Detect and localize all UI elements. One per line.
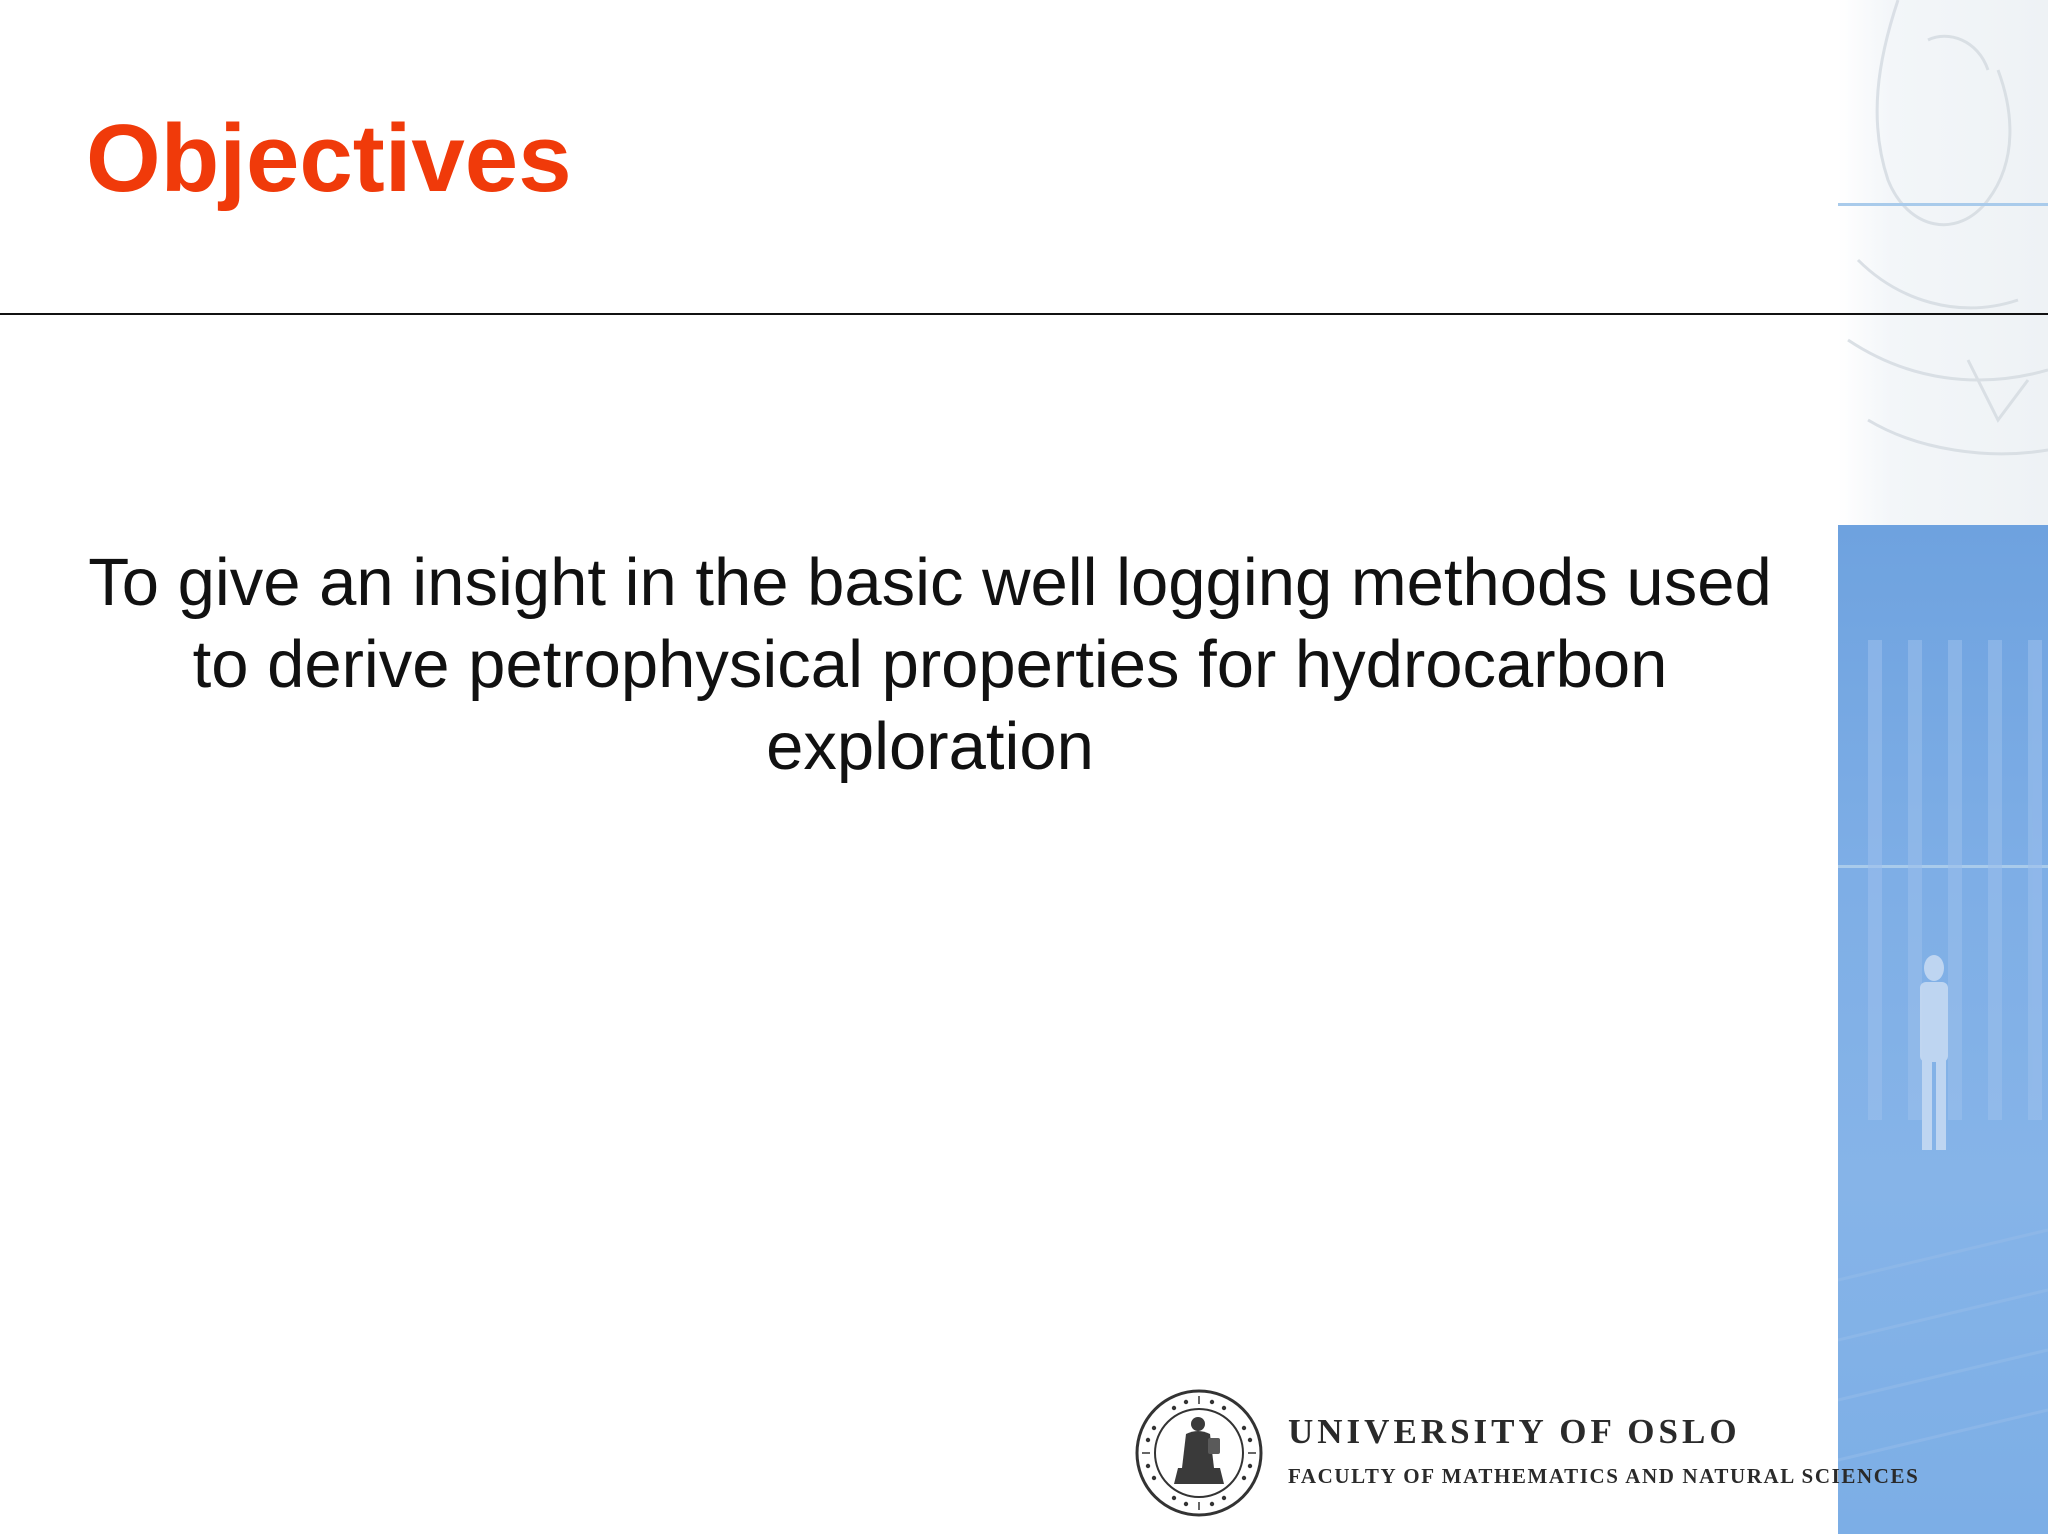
slide-title: Objectives [86, 105, 572, 212]
objective-text: To give an insight in the basic well logging methods used to derive petrophysical properties for hydrocarbon exploration [88, 545, 1772, 784]
side-decoration-art [1838, 0, 2048, 1534]
title-divider [0, 313, 2048, 315]
side-decoration [1838, 0, 2048, 1534]
university-seal-icon [1134, 1388, 1264, 1518]
faculty-name: FACULTY OF MATHEMATICS AND NATURAL SCIENCES [1288, 1464, 1920, 1488]
university-name: UNIVERSITY OF OSLO [1288, 1412, 1741, 1451]
